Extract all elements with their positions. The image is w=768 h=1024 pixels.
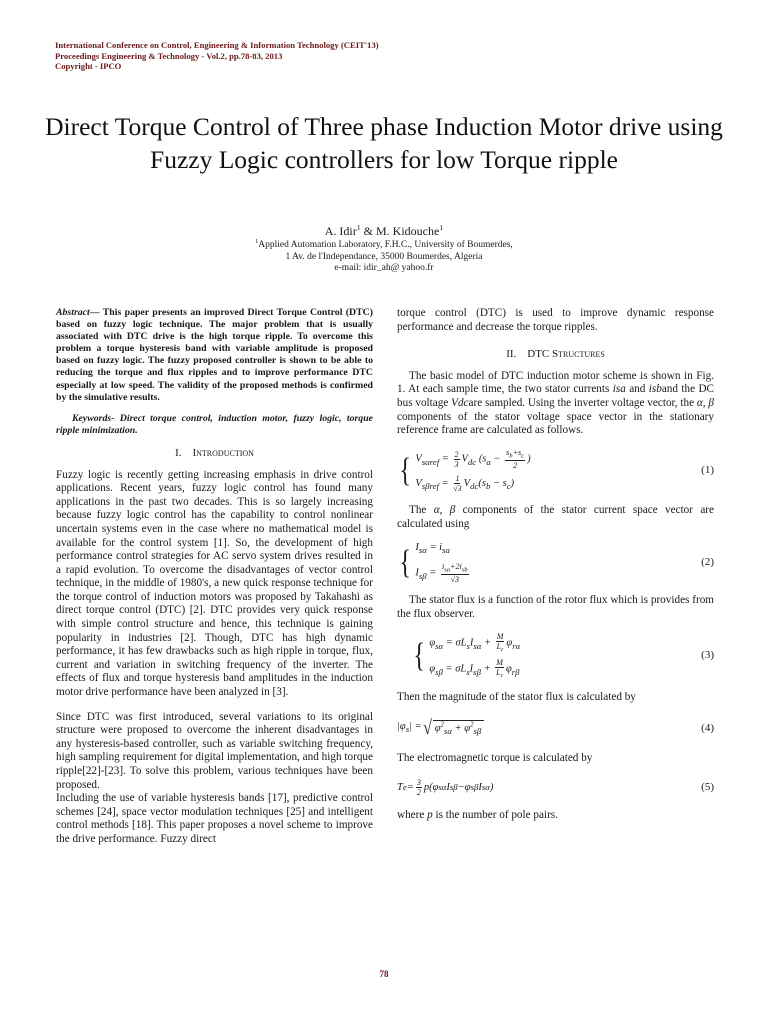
conference-header	[55, 40, 379, 72]
equation-number: (1)	[701, 464, 714, 477]
author-idir: A. Idir	[324, 224, 357, 238]
section-number: I.	[175, 446, 182, 459]
affiliation-block	[0, 240, 768, 275]
equation-number: (5)	[701, 780, 714, 793]
equation-4: $|\varphi_s|$ = √ $\varphi^2_{s\alpha} + \varphi^2_{s\beta}$ (4)	[397, 717, 714, 740]
dtc-paragraph-6: where p is the number of pole pairs.	[397, 808, 558, 821]
intro-paragraph-1: Fuzzy logic is recently getting increasing emphasis in drive control applications. Recent years, fuzzy logic control has found many applications in the past two decades. This is so largely increasing because fuzzy logic control has the capability to control nonlinear uncertain systems even in the case where no mathematical model is available for the control system [1]. So, the development of high performance control strategies for AC servo system drives resulted in a rapid evolution. To overcome the disadvantages of vector control technique, in the middle of 1980's, a new quick response technique for the torque control of induction motors was proposed by Takahashi as direct torque control (DTC) [2]. DTC provides very quick response with simple control structure and hence, this technique is gaining popularity in industries [2]. Though, DTC has high dynamic performance, it has few drawbacks such as high ripple in torque, flux, current and variation in switching frequency of the inverter. The effects of flux and torque hysteresis band amplitudes in the induction motor drive performance have been analyzed in [3].	[56, 468, 373, 699]
abstract-text: — This paper presents an improved Direct Torque Control (DTC) based on fuzzy logic technique. The major problem that is usually associated with DTC drive is the high torque ripple. To overcome this problem a torque hysteresis band with variable amplitude is proposed based on fuzzy logic. The fuzzy proposed controller is shown to be able to reducing the torque and flux ripples and to improve performance DTC especially at low speed. The validity of the proposed methods is confirmed by the simulative results.	[56, 307, 373, 403]
section-title: DTC Structures	[527, 348, 605, 361]
symbol-alpha-beta: α, β	[696, 396, 714, 409]
affiliation-line-email: e-mail: idir_ah@ yahoo.fr	[334, 263, 434, 273]
symbol-isa: isa	[612, 383, 626, 396]
section-heading-dtc	[397, 348, 714, 362]
symbol-vdc: Vdc	[451, 396, 469, 409]
author-kidouche: & M. Kidouche	[360, 224, 440, 238]
header-line-copyright: Copyright - IPCO	[55, 61, 122, 71]
right-paragraph-continuation: torque control (DTC) is used to improve dynamic response performance and decrease the torque ripples.	[397, 307, 714, 333]
intro-paragraph-3: Including the use of variable hysteresis bands [17], predictive control schemes [24], space vector modulation techniques [25] and intelligent control methods [18]. This paper proposes a novel scheme to improve the drive performance. Fuzzy direct	[56, 792, 373, 845]
symbol-isb: isb	[648, 383, 662, 396]
keywords: Keywords- Direct torque control, induction motor, fuzzy logic, torque ripple minimization.	[56, 412, 373, 436]
equation-number: (3)	[701, 649, 714, 662]
affiliation-line-address: 1 Av. de l'Independance, 35000 Boumerdes, Algeria	[285, 251, 483, 262]
dtc-paragraph-3: The stator flux is a function of the rotor flux which is provides from the flux observer.	[397, 594, 714, 620]
equation-3: { $\varphi_{s\alpha} = \sigma L_sI_{s\alpha}$ + $\frac{M}{L_r}$ $\varphi_{r\alpha}$ $\varphi_{s\beta} = \sigma L_sI_{s\beta}$ + $\frac{M}{L_r}$ $\varphi_{r\beta}$ (3)	[413, 631, 714, 680]
paper-title: Direct Torque Control of Three phase Induction Motor drive using Fuzzy Logic controllers for low Torque ripple	[45, 112, 723, 174]
author-sup: 1	[439, 223, 444, 232]
equation-5: T e = $\frac{3}{2}$ p(φ sα I sβ −φ sβ I sα ) (5)	[397, 777, 714, 797]
author-sup: 1	[356, 223, 361, 232]
dtc-paragraph-4: Then the magnitude of the stator flux is calculated by	[397, 690, 636, 703]
equation-number: (4)	[701, 721, 714, 734]
section-heading-introduction	[56, 447, 373, 461]
section-number: II.	[506, 348, 517, 361]
right-column	[397, 307, 714, 823]
equation-number: (2)	[701, 555, 714, 568]
abstract	[56, 307, 373, 404]
left-column	[56, 307, 373, 847]
dtc-paragraph-2: The α, β components of the stator current space vector are calculated using	[397, 503, 714, 530]
abstract-label: Abstract	[56, 307, 90, 318]
header-line-conference: International Conference on Control, Engineering & Information Technology (CEIT'13)	[55, 40, 379, 50]
section-title: Introduction	[192, 446, 254, 459]
page-number: 78	[379, 969, 389, 979]
author-line	[0, 224, 768, 239]
affiliation-line-lab: Applied Automation Laboratory, F.H.C., University of Boumerdes,	[258, 240, 513, 250]
intro-paragraph-2: Since DTC was first introduced, several variations to its original structure were proposed to overcome the inherent disadvantages in any hysteresis-based controller, such as variable switching frequency, high sampling requirement for digital implementation, and high torque ripple[22]-[23]. To solve this problem, various techniques have been proposed.	[56, 710, 373, 791]
dtc-paragraph-1: The basic model of DTC induction motor scheme is shown in Fig. 1. At each sample time, the two stator currents isa and isband the DC bus voltage Vdcare sampled. Using the inverter voltage vector, the α, β components of the stator voltage space vector in the stationary reference frame are calculated as follows.	[397, 369, 714, 437]
dtc-paragraph-5: The electromagnetic torque is calculated by	[397, 752, 593, 765]
equation-1: { $V_{s\alpha ref}$ = $\frac{2}{3}$ $V_{dc}$ ($s_a$ − $\frac{s_b+s_c}{2}$ ) $V_{s\beta ref}$ = $\frac{1}{√3}$ $V_{dc}(s_b - s_c)$ (1)	[399, 447, 714, 494]
affiliation-sup: 1	[255, 238, 259, 245]
equation-2: { $I_{s\alpha} = i_{sa}$ $I_{s\beta}$ = $\frac{i_{sa}+2i_{sb}}{√3}$ (2)	[399, 542, 714, 585]
header-line-proceedings: Proceedings Engineering & Technology - Vol.2, pp.78-83, 2013	[55, 50, 283, 61]
